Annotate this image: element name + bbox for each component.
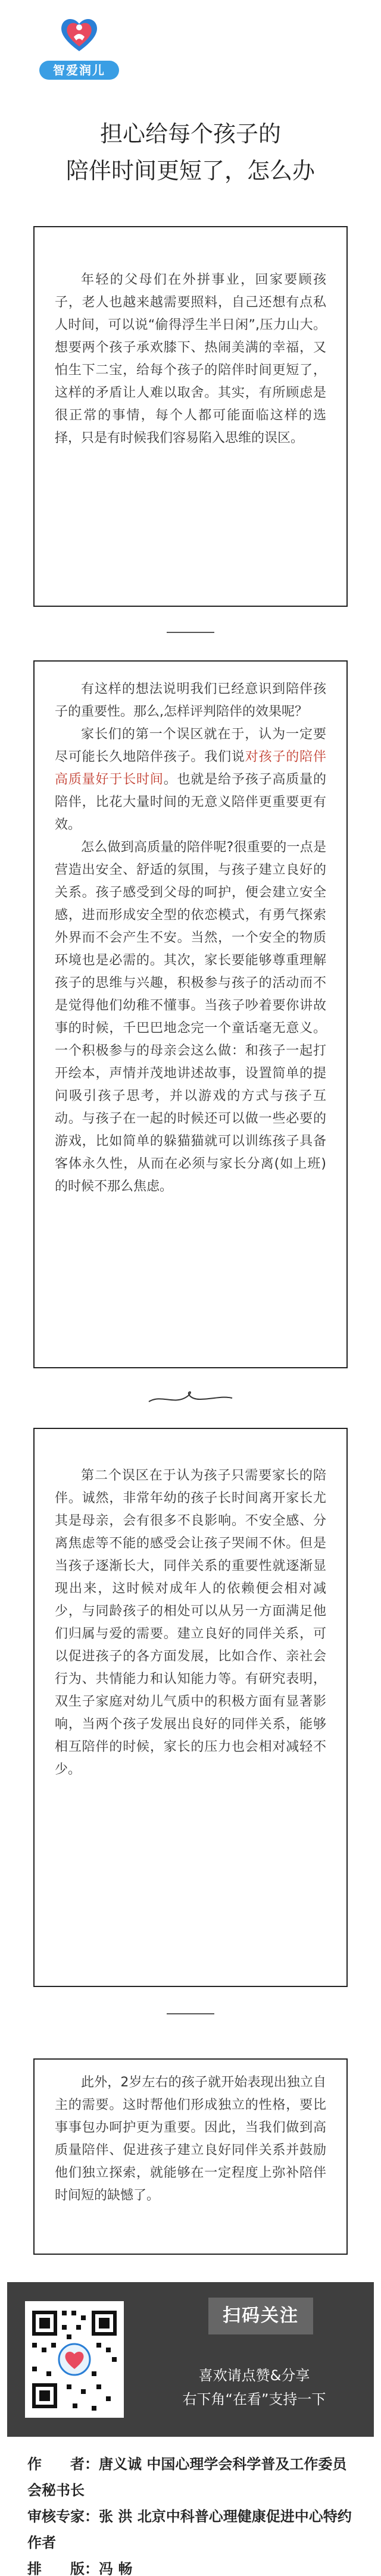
qr-code[interactable] xyxy=(25,2301,124,2418)
page-title-line-1: 担心给每个孩子的 xyxy=(99,121,281,147)
paragraph: 此外，2岁左右的孩子就开始表现出独立自主的需要。这时帮他们形成独立的性格，要比事事包办呵护更为重要。因此，当我们做到高质量陪伴、促进孩子建立良好同伴关系并鼓励他们独立探索，就能够在一定程度上弥补陪伴时间短的缺憾了。 xyxy=(55,2075,326,2203)
paragraph-highlight xyxy=(55,723,326,836)
author-name: 唐义诚 中国心理学会科学普及工作委员会秘书长 xyxy=(27,2456,347,2499)
qr-follow-panel xyxy=(7,2282,374,2437)
like-share-text: 喜欢请点赞&分享 xyxy=(198,2367,310,2384)
scan-follow-badge: 扫码关注 xyxy=(208,2298,313,2334)
watch-support-text: 右下角“在看”支持一下 xyxy=(182,2391,326,2408)
paragraph-text: 家长们的第一个误区就在于，认为一定要尽可能长久地陪伴孩子。我们说 xyxy=(55,727,326,764)
section-misconception-1 xyxy=(33,660,348,1368)
reviewer-name: 张 洪 北京中科普心理健康促进中心特约作者 xyxy=(27,2508,352,2551)
logo-text: 智爱润儿 xyxy=(39,61,119,80)
credits xyxy=(27,2451,361,2576)
layout-row xyxy=(27,2556,361,2576)
paragraph-text: 。也就是给予孩子高质量的陪伴，比花大量时间的无意义陪伴更重要更有效。 xyxy=(55,772,326,832)
paragraph: 怎么做到高质量的陪伴呢?很重要的一点是营造出安全、舒适的氛围，与孩子建立良好的关系。孩子感受到父母的呵护，便会建立安全感，进而形成安全型的依恋模式，有勇气探索外界而不会产生不安。当然，一个安全的物质环境也是必需的。其次，家长要能够尊重理解孩子的思维与兴趣，积极参与孩子的活动而不是觉得他们幼稚不懂事。当孩子吵着要你讲故事的时候，千巴巴地念完一个童话毫无意义。一个积极参与的母亲会这么做：和孩子一起打开绘本，声情并茂地讲述故事，设置简单的提问吸引孩子思考，并以游戏的方式与孩子互动。与孩子在一起的时候还可以做一些必要的游戏，比如简单的躲猫猫就可以训练孩子具备客体永久性，从而在必须与家长分离(如上班)的时候不那么焦虑。 xyxy=(55,840,326,1194)
section-misconception-2 xyxy=(33,1428,348,1987)
divider xyxy=(167,2013,214,2014)
paragraph: 第二个误区在于认为孩子只需要家长的陪伴。诚然，非常年幼的孩子长时间离开家长尤其是母亲，会有很多不良影响。不安全感、分离焦虑等不能的感受会让孩子哭闹不休。但是当孩子逐渐长大，同伴关系的重要性就逐渐显现出来，这时候对成年人的依赖便会相对减少，与同龄孩子的相处可以从另一方面满足他们归属与爱的需要。建立良好的同伴关系，可以促进孩子的各方面发展，比如合作、亲社会行为、共情能力和认知能力等。有研究表明，双生子家庭对幼儿气质中的积极方面有显著影响，当两个孩子发展出良好的同伴关系，能够相互陪伴的时候，家长的压力也会相对减轻不少。 xyxy=(55,1468,326,1777)
section-intro xyxy=(33,226,348,607)
reviewer-row xyxy=(27,2503,361,2556)
brand-logo xyxy=(39,13,119,80)
layout-name: 冯 畅 xyxy=(99,2561,133,2576)
paragraph: 有这样的想法说明我们已经意识到陪伴孩子的重要性。那么,怎样评判陪伴的效果呢？ xyxy=(55,682,326,719)
paragraph: 年轻的父母们在外拼事业，回家要顾孩子，老人也越来越需要照料，自己还想有点私人时间，可以说“偷得浮生半日闲”,压力山大。想要两个孩子承欢膝下、热闹美满的幸福，又怕生下二宝，给每个孩子的陪伴时间更短了，这样的矛盾让人难以取舍。其实，有所顾虑是很正常的事情，每个人都可能面临这样的选择，只是有时候我们容易陷入思维的误区。 xyxy=(55,272,326,446)
highlight-text: 对孩子的陪伴高质量好于长时间 xyxy=(55,750,326,787)
author-label: 作 者： xyxy=(27,2456,99,2472)
heart-logo-icon xyxy=(58,13,100,55)
author-row xyxy=(27,2451,361,2503)
page-title-line-2: 陪伴时间更短了，怎么办 xyxy=(65,158,315,184)
divider xyxy=(167,632,214,633)
qr-code-icon xyxy=(25,2301,124,2418)
hand-drawn-divider-icon xyxy=(143,1386,238,1410)
reviewer-label: 审核专家： xyxy=(27,2508,99,2525)
section-conclusion xyxy=(33,2058,348,2255)
layout-label: 排 版： xyxy=(27,2561,99,2576)
